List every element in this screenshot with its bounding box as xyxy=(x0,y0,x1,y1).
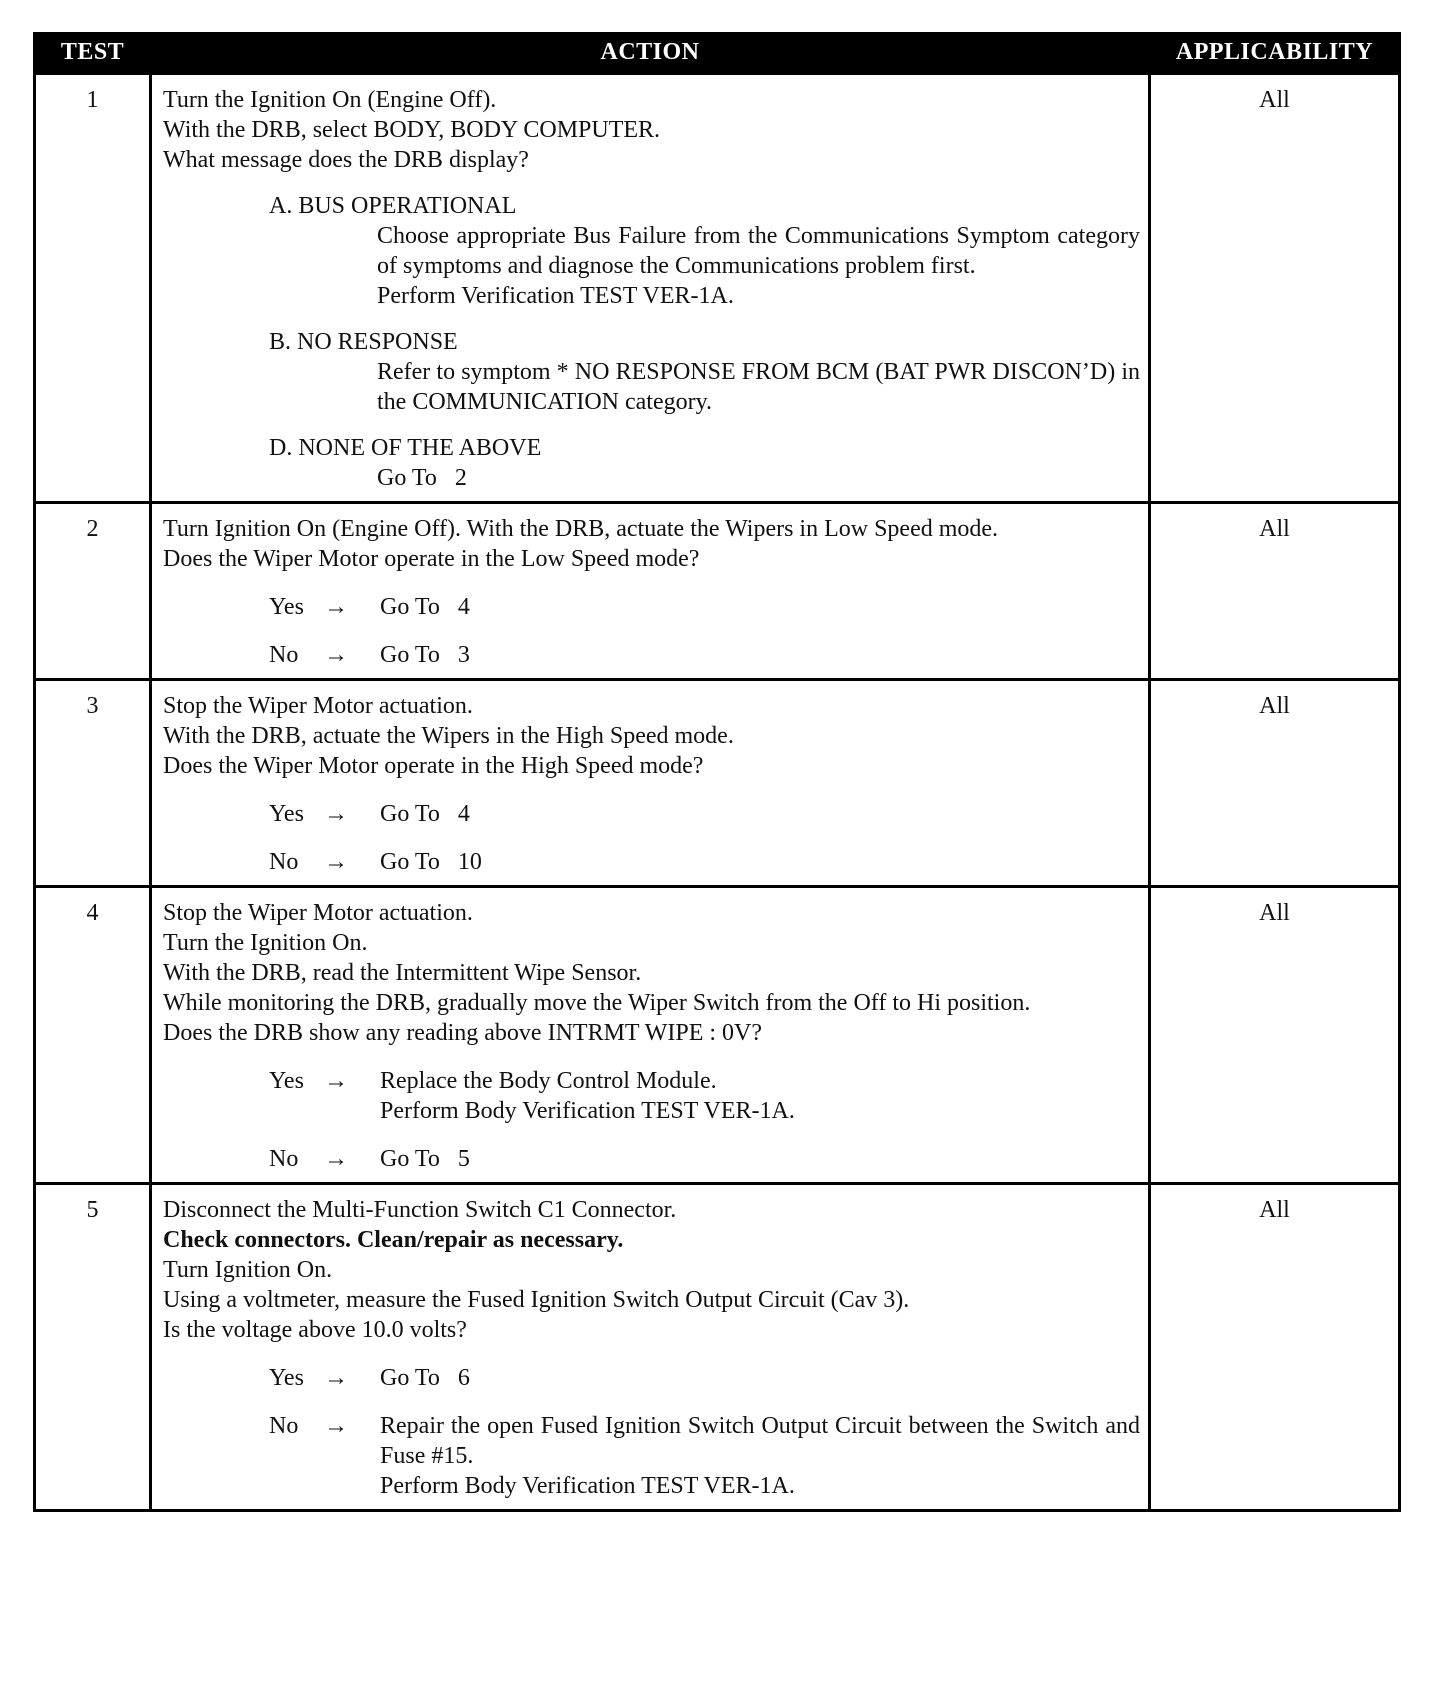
answer-row xyxy=(269,1363,1140,1393)
action-step: Is the voltage above 10.0 volts? xyxy=(163,1317,467,1343)
test-row xyxy=(35,1184,1400,1511)
arrow-right-icon: → xyxy=(324,1068,348,1094)
action-step: Does the Wiper Motor operate in the High Speed mode? xyxy=(163,753,704,779)
answer-key: Yes xyxy=(269,594,304,620)
answer-key: No xyxy=(269,1413,299,1439)
answer-line: Go To 6 xyxy=(380,1365,470,1391)
answer-key: No xyxy=(269,849,299,875)
answer-line: Go To 3 xyxy=(380,642,470,668)
answer-row xyxy=(269,640,1140,670)
action-step: Disconnect the Multi-Function Switch C1 Connector. xyxy=(163,1197,677,1223)
action-step: While monitoring the DRB, gradually move the Wiper Switch from the Off to Hi position. xyxy=(163,990,1031,1016)
test-row xyxy=(35,887,1400,1184)
action-step: Turn the Ignition On (Engine Off). xyxy=(163,87,497,113)
answer-row xyxy=(269,1411,1146,1501)
arrow-right-icon: → xyxy=(324,1413,348,1439)
answer-result xyxy=(380,1144,1140,1174)
test-action xyxy=(151,680,1150,887)
action-step: With the DRB, actuate the Wipers in the High Speed mode. xyxy=(163,723,734,749)
header-applicability: APPLICABILITY xyxy=(1150,32,1400,74)
answer-line: Go To 4 xyxy=(380,801,470,827)
action-step: Stop the Wiper Motor actuation. xyxy=(163,900,473,926)
answer-result xyxy=(380,640,1140,670)
action-step: What message does the DRB display? xyxy=(163,147,529,173)
answer-key: Yes xyxy=(269,1068,304,1094)
answer-line: Go To 4 xyxy=(380,594,470,620)
answer-row xyxy=(269,592,1140,622)
answer-row xyxy=(269,847,1140,877)
test-number: 2 xyxy=(35,503,151,680)
arrow-right-icon: → xyxy=(324,1146,348,1172)
action-step: Stop the Wiper Motor actuation. xyxy=(163,693,473,719)
answer-key: Yes xyxy=(269,1365,304,1391)
test-applicability: All xyxy=(1150,887,1400,1184)
option-label: D. NONE OF THE ABOVE xyxy=(269,435,542,461)
answer-line: Go To 5 xyxy=(380,1146,470,1172)
answer-result xyxy=(380,1411,1146,1501)
action-step: Using a voltmeter, measure the Fused Ignition Switch Output Circuit (Cav 3). xyxy=(163,1287,910,1313)
header-row xyxy=(35,32,1400,74)
test-applicability: All xyxy=(1150,74,1400,503)
test-row xyxy=(35,680,1400,887)
answer-result xyxy=(380,1066,1140,1126)
arrow-right-icon: → xyxy=(324,849,348,875)
test-applicability: All xyxy=(1150,503,1400,680)
option-detail: Refer to symptom * NO RESPONSE FROM BCM (BAT PWR DISCON’D) in the COMMUNICATION category. xyxy=(377,359,1146,415)
action-step: Check connectors. Clean/repair as necessary. xyxy=(163,1227,624,1253)
option-detail: Choose appropriate Bus Failure from the Communications Symptom category of symptoms and diagnose the Communications problem first. xyxy=(377,223,1146,279)
test-number: 3 xyxy=(35,680,151,887)
action-step: Turn Ignition On. xyxy=(163,1257,333,1283)
action-step: With the DRB, select BODY, BODY COMPUTER. xyxy=(163,117,661,143)
answer-result xyxy=(380,592,1140,622)
test-row xyxy=(35,503,1400,680)
test-row xyxy=(35,74,1400,503)
answer-line: Go To 10 xyxy=(380,849,482,875)
arrow-right-icon: → xyxy=(324,642,348,668)
answer-row xyxy=(269,799,1140,829)
answer-result xyxy=(380,1363,1140,1393)
answer-result xyxy=(380,847,1140,877)
answer-key: Yes xyxy=(269,801,304,827)
test-applicability: All xyxy=(1150,680,1400,887)
option-label: A. BUS OPERATIONAL xyxy=(269,193,517,219)
answer-line: Replace the Body Control Module. xyxy=(380,1068,717,1094)
answer-result xyxy=(380,799,1140,829)
arrow-right-icon: → xyxy=(324,594,348,620)
test-number: 4 xyxy=(35,887,151,1184)
arrow-right-icon: → xyxy=(324,1365,348,1391)
answer-line: Perform Body Verification TEST VER-1A. xyxy=(380,1098,795,1124)
test-action xyxy=(151,74,1150,503)
header-test: TEST xyxy=(35,32,151,74)
action-step: Does the DRB show any reading above INTRMT WIPE : 0V? xyxy=(163,1020,763,1046)
action-step: Does the Wiper Motor operate in the Low Speed mode? xyxy=(163,546,700,572)
answer-line: Repair the open Fused Ignition Switch Output Circuit between the Switch and Fuse #15. xyxy=(380,1413,1146,1469)
answer-row xyxy=(269,1066,1140,1126)
answer-line: Perform Body Verification TEST VER-1A. xyxy=(380,1473,795,1499)
test-number: 1 xyxy=(35,74,151,503)
header-action: ACTION xyxy=(151,32,1150,74)
test-applicability: All xyxy=(1150,1184,1400,1511)
test-action xyxy=(151,1184,1150,1511)
option-detail: Perform Verification TEST VER-1A. xyxy=(377,283,734,309)
arrow-right-icon: → xyxy=(324,801,348,827)
test-rows xyxy=(35,74,1400,1511)
action-step: Turn the Ignition On. xyxy=(163,930,368,956)
test-action xyxy=(151,503,1150,680)
action-step: With the DRB, read the Intermittent Wipe Sensor. xyxy=(163,960,642,986)
answer-row xyxy=(269,1144,1140,1174)
option-label: B. NO RESPONSE xyxy=(269,329,458,355)
test-action xyxy=(151,887,1150,1184)
answer-key: No xyxy=(269,1146,299,1172)
option-detail: Go To 2 xyxy=(377,465,467,491)
answer-key: No xyxy=(269,642,299,668)
action-step: Turn Ignition On (Engine Off). With the DRB, actuate the Wipers in Low Speed mode. xyxy=(163,516,999,542)
diagnostic-test-table xyxy=(33,32,1401,1512)
test-number: 5 xyxy=(35,1184,151,1511)
